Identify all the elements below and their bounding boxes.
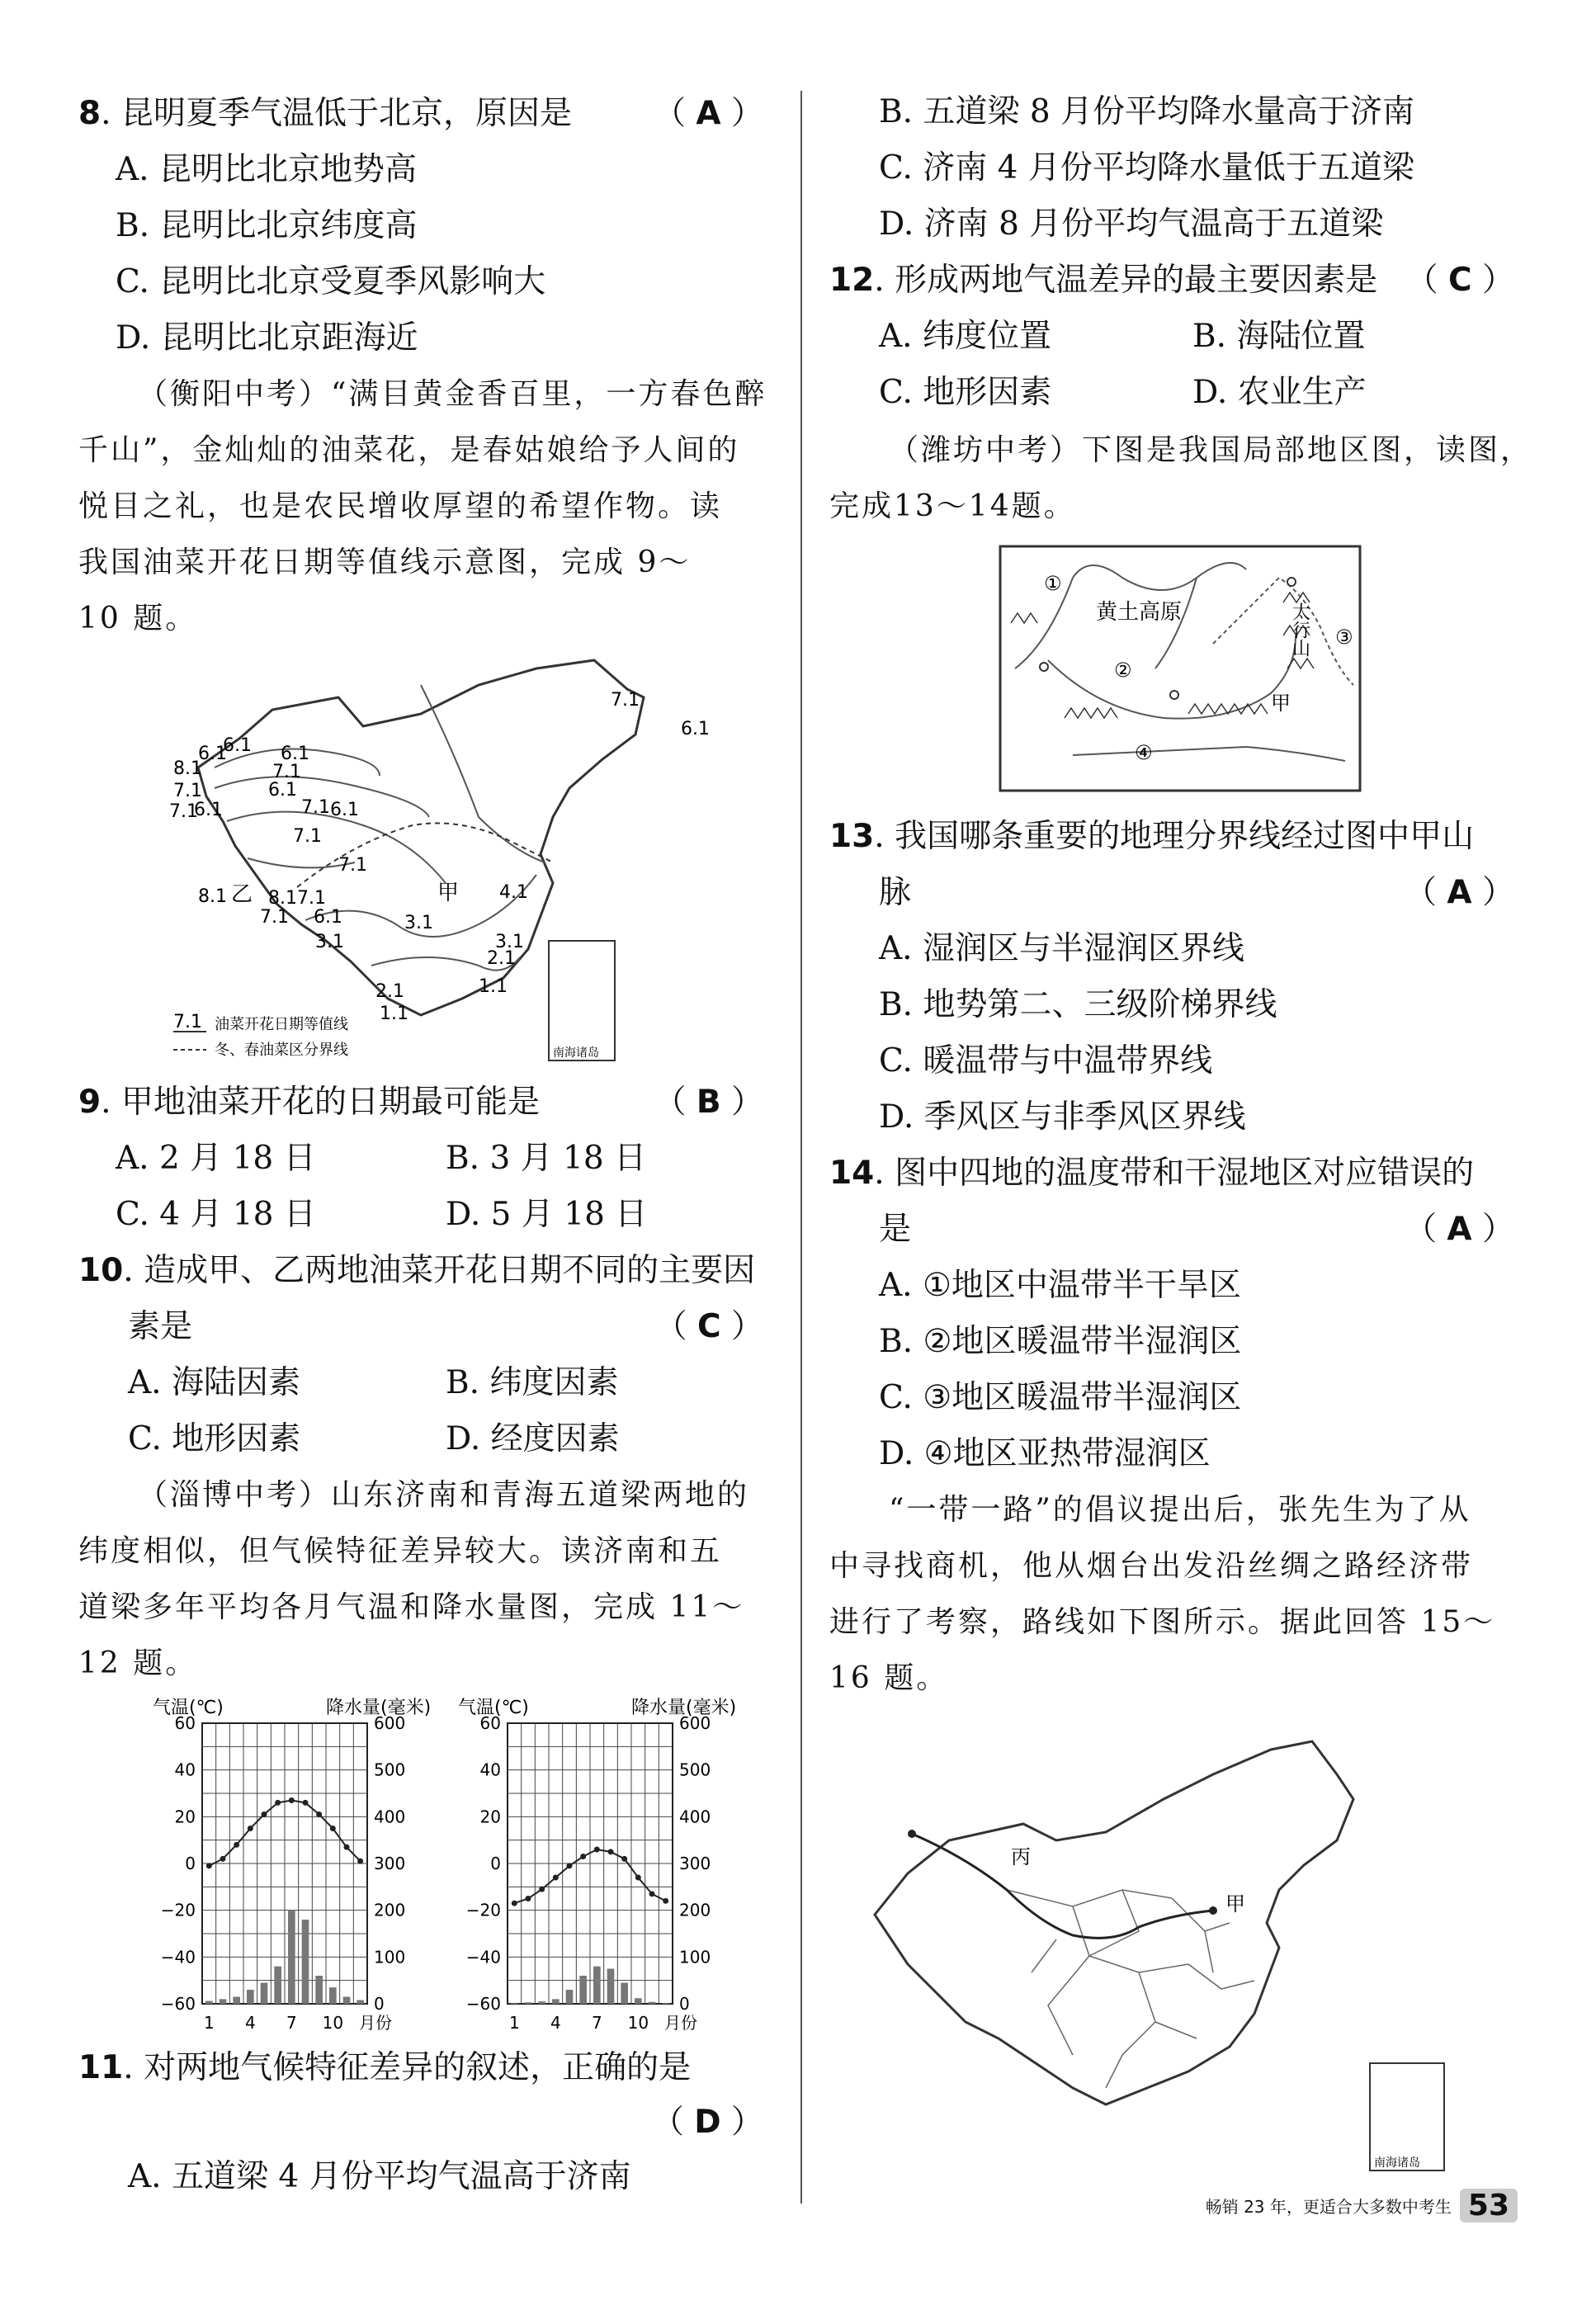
isoline-label: 1.1: [380, 1004, 408, 1024]
temperature-point: [594, 1847, 600, 1853]
prec-tick: 300: [679, 1854, 711, 1873]
option-a: A. 昆明比北京地势高: [116, 151, 417, 188]
question-stem: 形成两地气温差异的最主要因素是: [895, 262, 1378, 299]
question-11: 11. 对两地气候特征差异的叙述，正确的是: [78, 2049, 692, 2086]
temp-tick: −60: [160, 1994, 196, 2014]
option-a: A. 纬度位置: [879, 318, 1051, 355]
answer: B: [696, 1084, 721, 1121]
temp-tick: −20: [465, 1900, 501, 1920]
question-13: 13. 我国哪条重要的地理分界线经过图中甲山: [829, 818, 1475, 855]
isoline-label: 6.1: [268, 780, 297, 801]
x-tick: 4: [244, 2013, 256, 2033]
option-a: A. 2 月 18 日: [116, 1140, 316, 1177]
precip-bar: [274, 1967, 281, 2004]
precip-bar: [593, 1967, 601, 2004]
isoline-label: 6.1: [198, 744, 227, 764]
precip-bar: [579, 1976, 587, 2004]
temperature-point: [316, 1811, 322, 1817]
precip-bar: [247, 1990, 254, 2004]
material-line: （淄博中考）山东济南和青海五道梁两地的: [138, 1478, 750, 1512]
option-b: B. ②地区暖温带半湿润区: [879, 1323, 1242, 1360]
material-line: 16 题。: [829, 1661, 949, 1695]
material-line: （衡阳中考）“满目黄金香百里，一方春色醉: [138, 377, 767, 411]
isoline: [227, 812, 446, 883]
isoline-label: 6.1: [681, 719, 710, 739]
temperature-point: [330, 1826, 336, 1831]
temp-tick: 0: [185, 1854, 196, 1873]
loess-plateau-label: 黄土高原: [1096, 600, 1183, 625]
option-b: B. 地势第二、三级阶梯界线: [879, 986, 1277, 1023]
option-d: D. 经度因素: [446, 1420, 620, 1457]
option-d: D. 季风区与非季风区界线: [879, 1098, 1246, 1136]
question-number: 9: [78, 1084, 102, 1121]
option-b: B. 五道梁 8 月份平均降水量高于济南: [879, 93, 1415, 130]
material-line: 中寻找商机，他从烟台出发沿丝绸之路经济带: [829, 1549, 1474, 1583]
precip-bar: [220, 1999, 227, 2004]
jia-label: 甲: [1225, 1892, 1245, 1915]
prec-tick: 200: [679, 1900, 711, 1920]
isoline-label: 4.1: [499, 882, 528, 903]
material-line: “一带一路”的倡议提出后，张先生为了从: [889, 1493, 1471, 1527]
silk-road-route-map: [842, 1725, 1452, 2175]
temperature-point: [303, 1800, 309, 1806]
prec-tick: 600: [679, 1713, 711, 1733]
isoline-label: 2.1: [487, 948, 516, 969]
question-stem: 我国哪条重要的地理分界线经过图中甲山: [895, 818, 1475, 855]
answer-slot: （ A ）: [1405, 1211, 1514, 1248]
isoline: [421, 685, 545, 862]
temperature-point: [539, 1887, 545, 1892]
option-d: D. 昆明比北京距海近: [116, 319, 418, 357]
question-stem: 对两地气候特征差异的叙述，正确的是: [144, 2049, 692, 2086]
route-point: [908, 1830, 916, 1838]
temperature-point: [608, 1849, 614, 1854]
option-c: C. 地形因素: [879, 374, 1052, 411]
temp-tick: −40: [465, 1947, 501, 1967]
isoline-label: 7.1: [293, 826, 322, 847]
question-10-cont: [128, 1304, 763, 1350]
legend-isoline-text: 油菜开花日期等值线: [215, 1016, 348, 1033]
precip-bar: [649, 2002, 656, 2004]
precip-bar: [538, 2001, 545, 2004]
material-line: 道梁多年平均各月气温和降水量图，完成 11～: [78, 1590, 745, 1624]
temperature-point: [663, 1898, 668, 1904]
question-number: 8: [78, 95, 102, 132]
question-number: 14: [829, 1155, 875, 1192]
x-tick: 4: [550, 2013, 561, 2033]
route-line: [912, 1834, 1213, 1938]
precip-bar: [552, 1999, 560, 2004]
answer-slot: （ C ）: [654, 1308, 763, 1345]
prec-tick: 0: [374, 1994, 385, 2014]
question-14: 14. 图中四地的温度带和干湿地区对应错误的: [829, 1155, 1475, 1192]
precip-bar: [329, 1987, 337, 2004]
isoline-label: 7.1: [169, 801, 198, 822]
answer: C: [696, 1308, 721, 1345]
footer-slogan: 畅销 23 年，更适合大多数中考生: [1205, 2197, 1452, 2217]
option-a: A. 五道梁 4 月份平均气温高于济南: [128, 2158, 631, 2195]
region-2-marker: ②: [1114, 659, 1132, 682]
winter-spring-boundary: [297, 824, 553, 888]
isoline-label: 1.1: [479, 976, 508, 997]
option-a: A. 湿润区与半湿润区界线: [879, 930, 1244, 967]
legend-boundary-text: 冬、春油菜区分界线: [215, 1042, 348, 1059]
x-tick: 1: [203, 2013, 215, 2033]
temp-tick: 60: [174, 1713, 196, 1733]
question-8: 8. 昆明夏季气温低于北京，原因是 （ A ）: [78, 91, 763, 137]
region-3-marker: ③: [1335, 626, 1353, 649]
question-9: 9. 甲地油菜开花的日期最可能是 （ B ）: [78, 1079, 763, 1126]
temperature-point: [580, 1854, 586, 1859]
inset-label: 南海诸岛: [1374, 2156, 1420, 2170]
material-11-12: [78, 1467, 763, 1692]
option-b: B. 昆明比北京纬度高: [116, 207, 418, 244]
prec-axis-label: 降水量(毫米): [631, 1698, 737, 1718]
answer: A: [1447, 1211, 1472, 1248]
question-stem: 造成甲、乙两地油菜开花日期不同的主要因: [144, 1252, 756, 1289]
x-tick: 10: [322, 2013, 344, 2033]
isoline-label: 7.1: [338, 855, 367, 876]
material-line: 纬度相似，但气候特征差异较大。读济南和五: [78, 1534, 723, 1568]
region-1-marker: ①: [1044, 572, 1062, 595]
temperature-point: [635, 1875, 641, 1881]
jia-label: 甲: [1271, 692, 1291, 715]
prec-tick: 400: [374, 1807, 406, 1827]
question-number: 13: [829, 818, 875, 855]
temperature-point: [512, 1901, 517, 1906]
prec-tick: 600: [374, 1713, 406, 1733]
x-tick: 1: [508, 2013, 520, 2033]
prec-tick: 500: [679, 1760, 711, 1780]
south-china-sea-inset: [1370, 2063, 1444, 2170]
question-number: 11: [78, 2049, 124, 2086]
x-tick: 7: [286, 2013, 297, 2033]
answer: C: [1447, 262, 1472, 299]
x-tick: 10: [627, 2013, 649, 2033]
prec-tick: 500: [374, 1760, 406, 1780]
column-divider: [800, 91, 802, 2204]
material-line: 进行了考察，路线如下图所示。据此回答 15～: [829, 1605, 1496, 1639]
answer: A: [696, 95, 721, 132]
temp-tick: 40: [479, 1760, 501, 1780]
temperature-point: [206, 1863, 212, 1868]
answer-slot: （ D ）: [651, 2104, 763, 2141]
temp-axis-label: 气温(℃): [153, 1698, 224, 1718]
precip-bar: [205, 2001, 213, 2004]
question-stem-cont: 是: [879, 1211, 912, 1248]
answer-slot: （ B ）: [654, 1084, 763, 1121]
question-number: 12: [829, 262, 875, 299]
material-15-16: [829, 1482, 1514, 1707]
answer-slot: （ C ）: [1405, 262, 1514, 299]
question-stem: 甲地油菜开花的日期最可能是: [120, 1084, 540, 1121]
question-stem: 昆明夏季气温低于北京，原因是: [120, 95, 572, 132]
option-b: B. 纬度因素: [446, 1364, 619, 1401]
legend-isoline-value: 7.1: [173, 1012, 202, 1032]
option-c: C. 地形因素: [128, 1420, 301, 1457]
page-number: 53: [1460, 2189, 1518, 2222]
temp-tick: 60: [479, 1713, 501, 1733]
question-number: 10: [78, 1252, 124, 1289]
precip-bar: [621, 1983, 628, 2005]
temp-tick: −20: [160, 1900, 196, 1920]
option-a: A. 海陆因素: [128, 1364, 300, 1401]
isoline-label: 7.1: [272, 762, 301, 782]
isoline-label: 6.1: [330, 800, 359, 820]
precip-bar: [261, 1983, 268, 2005]
temperature-point: [621, 1856, 627, 1862]
option-d: D. ④地区亚热带湿润区: [879, 1435, 1211, 1472]
inset-label: 南海诸岛: [553, 1046, 599, 1060]
option-c: C. 昆明比北京受夏季风影响大: [116, 263, 546, 300]
material-line: 12 题。: [78, 1646, 198, 1680]
prec-tick: 300: [374, 1854, 406, 1873]
temperature-point: [262, 1811, 267, 1817]
temperature-point: [289, 1797, 295, 1803]
taihang-label: 太行山: [1289, 602, 1310, 657]
precip-bar: [343, 1997, 351, 2005]
isoline-label: 7.1: [260, 907, 289, 928]
x-unit: 月份: [664, 2013, 697, 2033]
x-tick: 7: [591, 2013, 602, 2033]
temp-axis-label: 气温(℃): [458, 1698, 529, 1718]
isoline-label: 8.1: [173, 758, 202, 779]
material-9-10: [78, 366, 767, 647]
material-line: 千山”，金灿灿的油菜花，是春姑娘给予人间的: [78, 433, 740, 467]
isoline-label: 7.1: [173, 781, 202, 801]
prec-tick: 400: [679, 1807, 711, 1827]
x-unit: 月份: [359, 2013, 392, 2033]
isoline-label: 8.1: [198, 886, 227, 907]
answer-slot: （ A ）: [654, 95, 763, 132]
isoline-label: 3.1: [315, 932, 344, 952]
question-stem-cont: 脉: [879, 874, 912, 911]
option-d: D. 农业生产: [1192, 374, 1367, 411]
question-stem: 图中四地的温度带和干湿地区对应错误的: [895, 1155, 1475, 1192]
temp-tick: 0: [490, 1854, 501, 1873]
precip-bar: [511, 2003, 518, 2004]
precip-bar: [302, 1920, 309, 2004]
temp-tick: −60: [465, 1994, 501, 2014]
isoline-label: 6.1: [314, 907, 342, 928]
temperature-point: [649, 1891, 655, 1897]
isoline-label: 3.1: [404, 913, 433, 933]
climate-charts: [136, 1690, 763, 2037]
temp-tick: 40: [174, 1760, 196, 1780]
prec-tick: 100: [679, 1947, 711, 1967]
temperature-point: [248, 1826, 253, 1831]
isoline-label: 6.1: [194, 800, 223, 820]
region-4-marker: ④: [1135, 741, 1153, 764]
option-c: C. ③地区暖温带半湿润区: [879, 1379, 1242, 1416]
question-12: 12. 形成两地气温差异的最主要因素是 （ C ）: [829, 257, 1514, 304]
material-line: 完成13～14题。: [829, 489, 1076, 523]
material-line: 10 题。: [78, 602, 198, 635]
yi-label: 乙: [231, 882, 253, 907]
question-stem-cont: 素是: [128, 1308, 193, 1345]
option-b: B. 海陆位置: [1192, 318, 1366, 355]
isoline-label: 6.1: [281, 744, 309, 764]
isoline-label: 2.1: [375, 981, 404, 1002]
temperature-point: [275, 1800, 281, 1806]
isoline-label: 7.1: [611, 690, 640, 711]
question-10: 10. 造成甲、乙两地油菜开花日期不同的主要因: [78, 1252, 756, 1289]
prec-tick: 100: [374, 1947, 406, 1967]
material-line: 我国油菜开花日期等值线示意图，完成 9～: [78, 546, 692, 579]
precip-bar: [635, 1998, 642, 2004]
bing-label: 丙: [1011, 1845, 1031, 1868]
temp-tick: 20: [174, 1807, 196, 1827]
option-c: C. 4 月 18 日: [116, 1196, 316, 1233]
isoline-label: 6.1: [223, 735, 252, 756]
route-point: [1209, 1906, 1217, 1915]
precip-bar: [357, 2000, 364, 2004]
temperature-point: [234, 1842, 239, 1848]
temperature-point: [357, 1859, 363, 1864]
precip-bar: [525, 2002, 532, 2004]
precip-bar: [662, 2003, 669, 2004]
precip-bar: [607, 1969, 615, 2005]
option-b: B. 3 月 18 日: [446, 1140, 647, 1177]
page-footer: [1206, 2189, 1518, 2222]
china-outline: [875, 1741, 1353, 2104]
isoline-label: 3.1: [495, 932, 524, 952]
precip-bar: [288, 1911, 295, 2004]
isoline-label: 7.1: [301, 797, 330, 818]
temperature-point: [344, 1845, 350, 1850]
material-line: （潍坊中考）下图是我国局部地区图，读图，: [889, 433, 1533, 467]
temperature-point: [553, 1875, 559, 1881]
material-13-14: [829, 423, 1533, 535]
isoline-label: 7.1: [297, 888, 326, 909]
jia-label: 甲: [437, 881, 460, 905]
question-14-cont: [879, 1207, 1514, 1253]
south-china-sea-inset: [549, 941, 615, 1060]
regional-map: [999, 545, 1362, 792]
option-d: D. 济南 8 月份平均气温高于五道梁: [879, 205, 1384, 243]
precip-bar: [566, 1990, 574, 2004]
material-line: 悦目之礼，也是农民增收厚望的希望作物。读: [78, 489, 723, 523]
option-a: A. ①地区中温带半干旱区: [879, 1267, 1241, 1304]
precip-bar: [233, 1997, 240, 2005]
answer-slot: （ A ）: [1405, 874, 1514, 911]
temperature-point: [567, 1863, 573, 1868]
prec-tick: 0: [679, 1994, 690, 2014]
prec-axis-label: 降水量(毫米): [326, 1698, 432, 1718]
precip-bar: [315, 1976, 323, 2004]
option-d: D. 5 月 18 日: [446, 1196, 648, 1233]
prec-tick: 200: [374, 1900, 406, 1920]
temperature-point: [526, 1896, 531, 1901]
rapeseed-flowering-map: [165, 652, 767, 1073]
isoline-label: 8.1: [268, 888, 297, 909]
temp-tick: −40: [160, 1947, 196, 1967]
answer: A: [1447, 874, 1472, 911]
option-c: C. 济南 4 月份平均降水量低于五道梁: [879, 149, 1414, 187]
temperature-point: [220, 1856, 226, 1862]
question-13-cont: [879, 870, 1514, 916]
option-c: C. 暖温带与中温带界线: [879, 1042, 1213, 1079]
temp-tick: 20: [479, 1807, 501, 1827]
answer: D: [694, 2104, 721, 2141]
